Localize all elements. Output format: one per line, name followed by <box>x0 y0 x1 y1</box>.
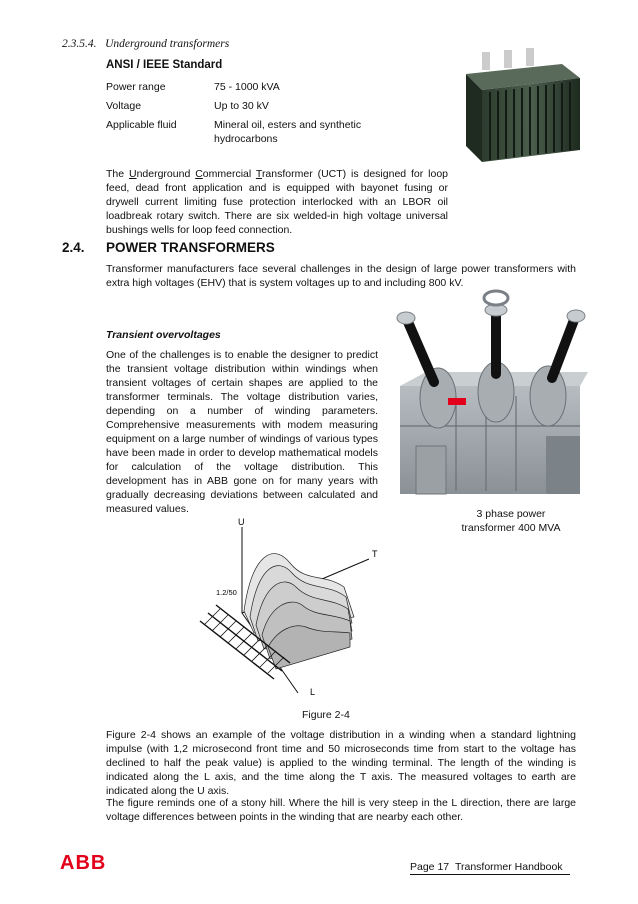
u-axis-label: U <box>238 517 245 527</box>
photo-caption <box>446 507 576 535</box>
section-title: POWER TRANSFORMERS <box>106 240 275 255</box>
spec-label: Voltage <box>106 100 142 112</box>
figure-explanation: Figure 2-4 shows an example of the voltage distribution in a winding when a standard lightning impulse (with 1,2 microsecond front time and 50 microseconds time from start to the voltage has declined to half the peak value) is applied to the winding terminal. The length of the winding is indicated along the L axis, and the time along the T axis. The measured voltages to earth are indicated along the U axis. <box>106 729 576 797</box>
uct-text-3: ransformer (UCT) is designed for loop feed, dead front application and is equipped with bayonet fusing or drywell current limiting fuse protection interlocked with an LBOR oil loadbreak rotary switch. There are six welded-in high voltage universal bushings wells for loop feed connection. <box>106 168 449 236</box>
spec-value: Mineral oil, esters and synthetic hydrocarbons <box>214 119 362 145</box>
uct-initial-u: U <box>128 168 137 180</box>
book-title: Transformer Handbook <box>454 861 563 873</box>
abb-logo: ABB <box>60 852 107 874</box>
photo-caption-line-1: 3 phase power <box>476 508 546 520</box>
spec-value: Up to 30 kV <box>214 100 269 112</box>
footer-text <box>410 860 563 874</box>
l-axis-label: L <box>310 687 316 697</box>
spec-value: 75 - 1000 kVA <box>214 81 280 93</box>
section-number: 2.4. <box>62 240 85 255</box>
power-transformer-photo <box>386 286 588 506</box>
transient-heading: Transient overvoltages <box>106 329 221 341</box>
subsection-heading <box>62 38 229 50</box>
spec-label: Applicable fluid <box>106 119 177 131</box>
uct-initial-t: T <box>255 168 262 180</box>
voltage-surface <box>244 554 354 669</box>
stony-hill-paragraph: The figure reminds one of a stony hill. Where the hill is very steep in the L direction, there are large voltage differences between points in the winding that are nearby each other. <box>106 797 576 823</box>
subsection-number: 2.3.5.4. <box>62 38 97 50</box>
spec-label: Power range <box>106 81 166 93</box>
transient-paragraph: One of the challenges is to enable the designer to predict the transient voltage distribution within windings when transient voltages of certain shapes are applied to the transformer terminals. The voltage distribution varies, depending on a number of winding parameters. Comprehensive measurements with modem measuring equipment on a large number of windings of various types have been made in order to develop mathematical models for calculation of the voltage distribution. This development has in ABB gone on for many years with gradually decreasing deviations between calculated and measured values. <box>106 349 378 515</box>
standard-heading: ANSI / IEEE Standard <box>106 59 223 71</box>
uct-prefix: The <box>106 168 129 180</box>
subsection-title: Underground transformers <box>105 38 230 50</box>
underground-transformer-photo <box>452 44 586 164</box>
spec-table <box>106 80 396 145</box>
voltage-distribution-figure <box>194 513 394 703</box>
footer-rule <box>410 874 570 875</box>
figure-caption: Figure 2-4 <box>302 709 350 721</box>
uct-paragraph <box>106 167 448 237</box>
section-intro: Transformer manufacturers face several challenges in the design of large power transformers with extra high voltages (EHV) that is system voltages up to and including 800 kV. <box>106 263 576 289</box>
uct-text-1: nderground <box>136 168 196 180</box>
page-number: Page 17 <box>410 861 450 873</box>
photo-caption-line-2: transformer 400 MVA <box>461 522 561 534</box>
uct-text-2: ommercial <box>202 168 256 180</box>
uct-initial-c: C <box>195 168 203 180</box>
t-axis-label: T <box>372 549 378 559</box>
impulse-label: 1.2/50 <box>216 588 237 597</box>
